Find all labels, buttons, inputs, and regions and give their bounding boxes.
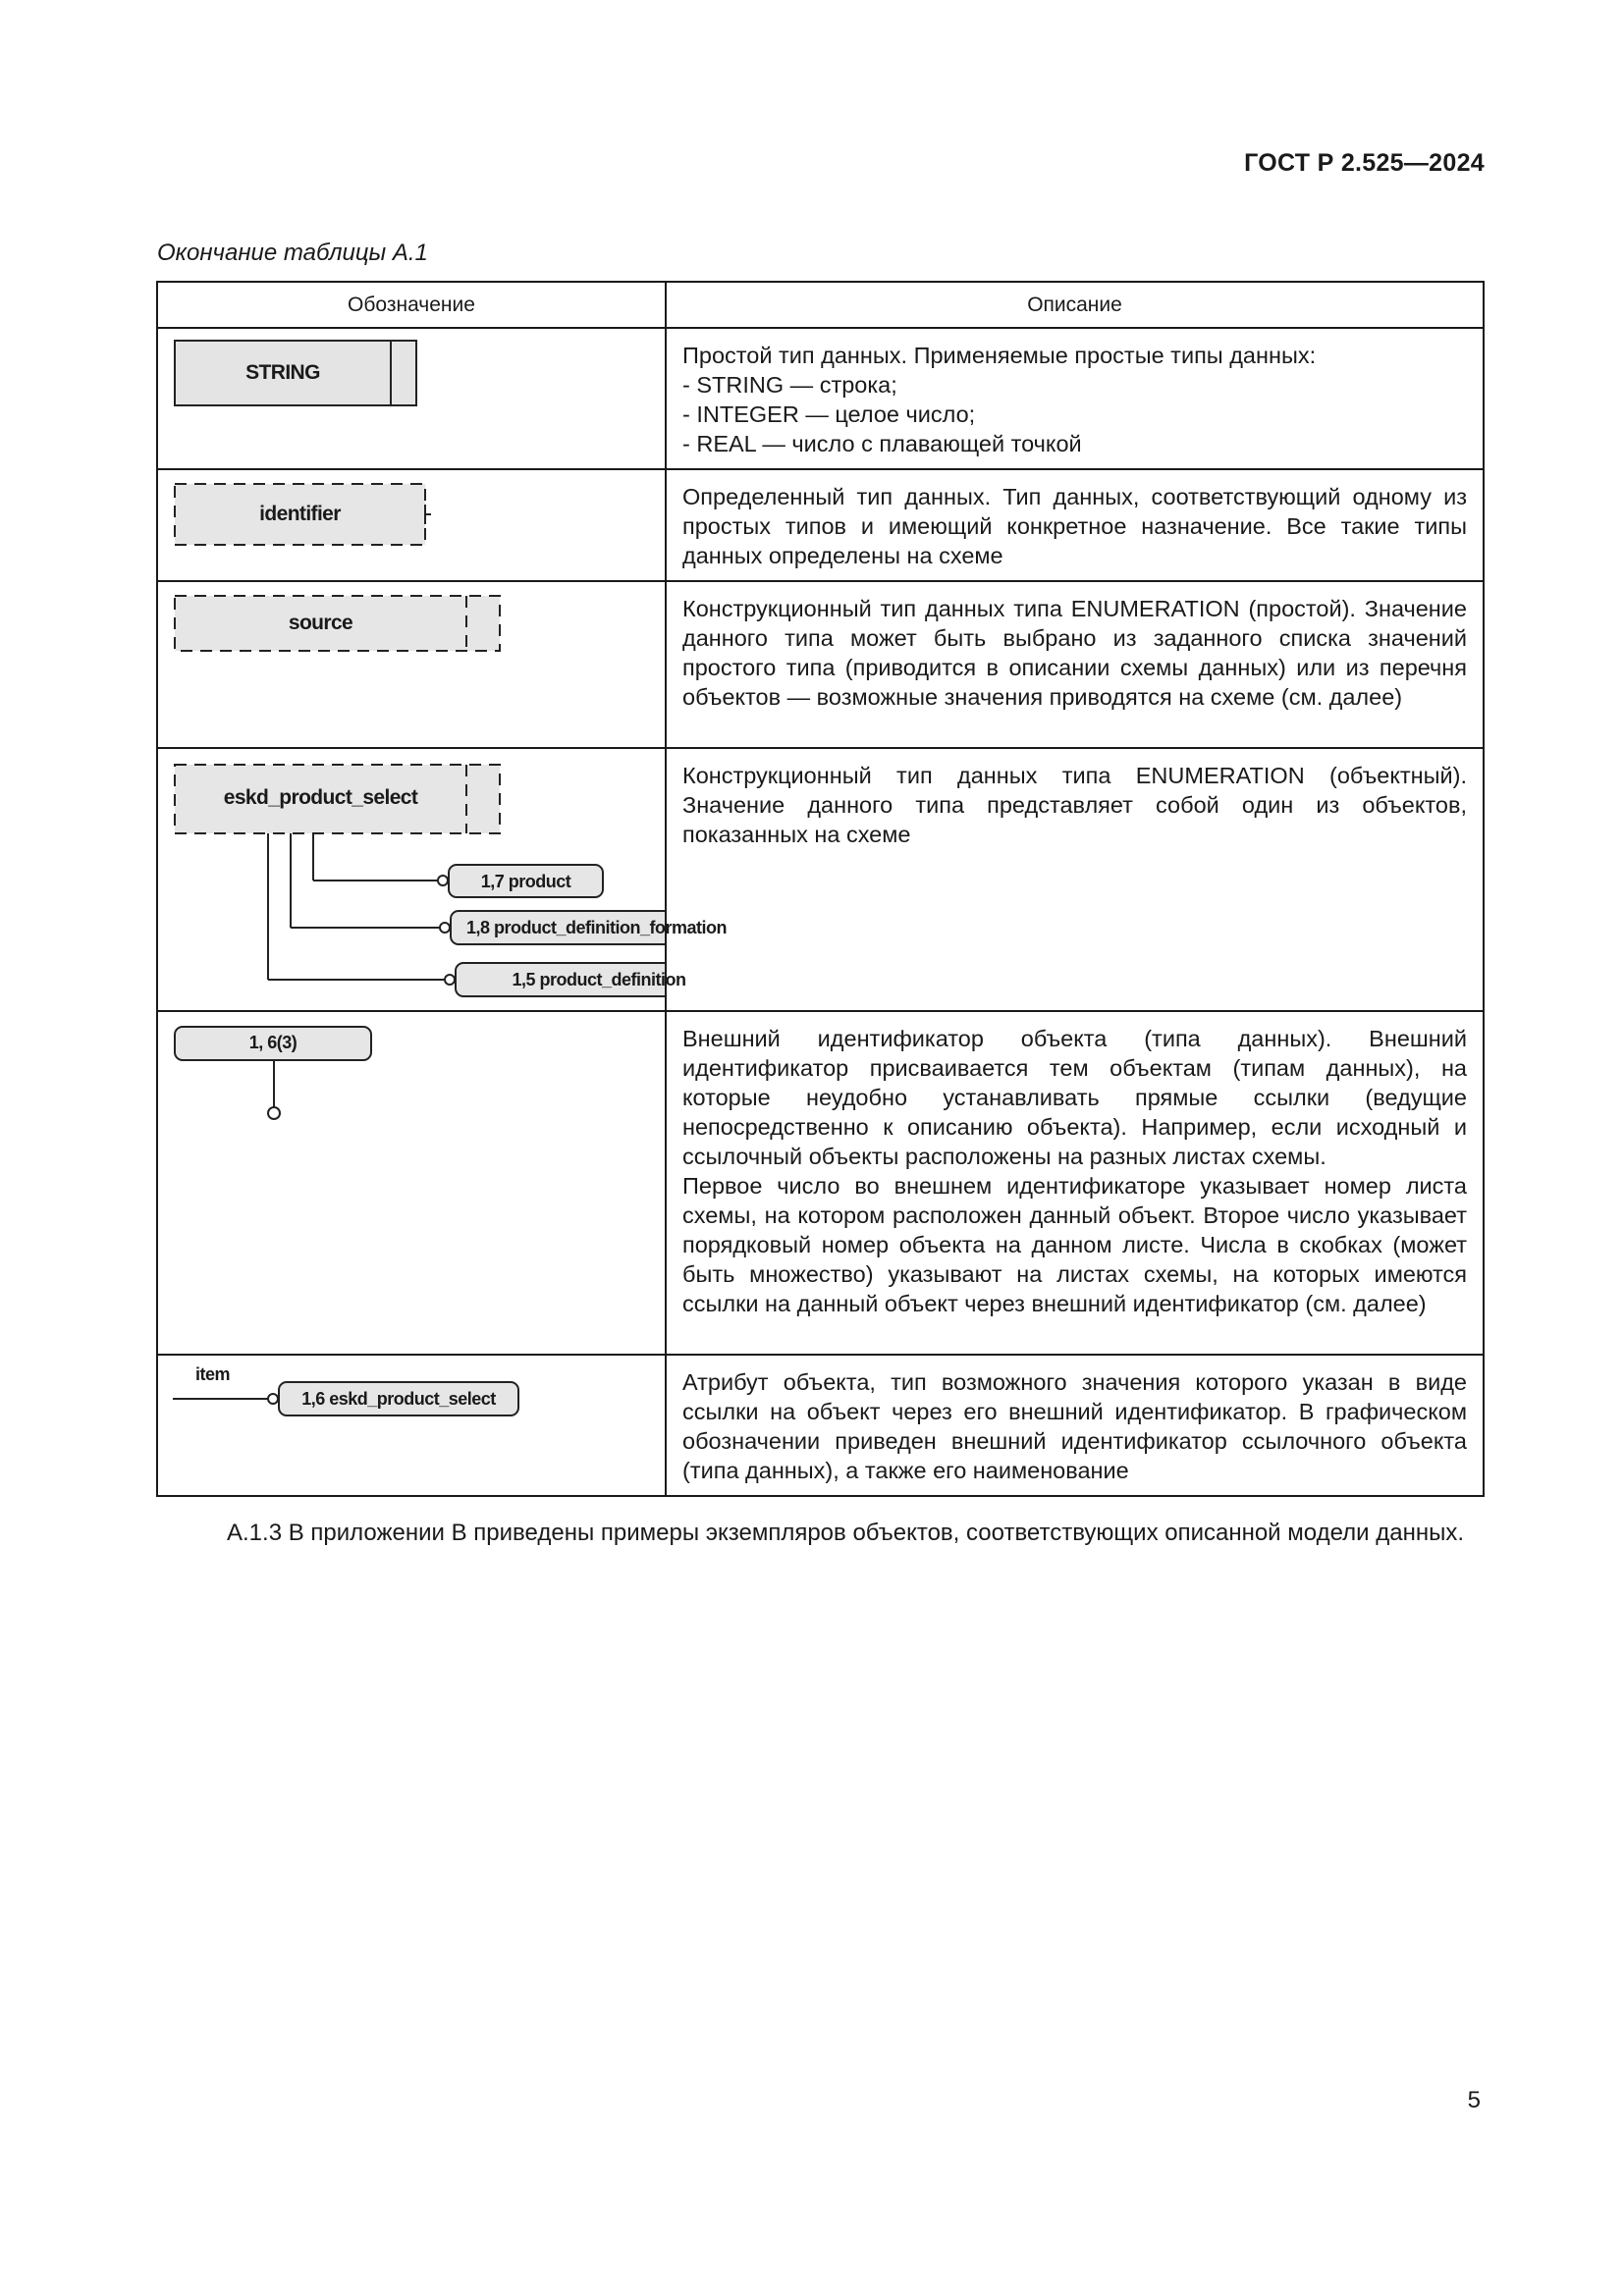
table-header-row bbox=[157, 282, 1484, 328]
enumeration-object-label: eskd_product_select bbox=[223, 786, 418, 809]
document-code: ГОСТ Р 2.525—2024 bbox=[1244, 149, 1485, 177]
list-item: - INTEGER — целое число; bbox=[682, 401, 976, 427]
symbol-cell bbox=[157, 748, 727, 1011]
table-row bbox=[157, 469, 1484, 581]
table-row bbox=[157, 1355, 1484, 1496]
column-header-description: Описание bbox=[666, 282, 1484, 328]
description-text: Конструкционный тип данных типа ENUMERATION (простой). Значение данного типа может быть выбрано из заданного списка значений простого типа (приводится в описании схемы данных) или из перечня объектов — возможные значения приводятся на схеме (см. далее) bbox=[682, 596, 1467, 710]
table-row bbox=[157, 581, 1484, 748]
table-row bbox=[157, 748, 1484, 1011]
description-cell bbox=[666, 581, 1484, 748]
symbol-cell bbox=[157, 469, 666, 581]
description-text: Определенный тип данных. Тип данных, соответствующий одному из простых типов и имеющий конкретное назначение. Все такие типы данных определены на схеме bbox=[682, 484, 1467, 568]
child-object-label: 1,8 product_definition_formation bbox=[465, 918, 727, 937]
description-cell bbox=[666, 748, 1484, 1011]
reference-label: 1,6 eskd_product_select bbox=[301, 1389, 496, 1409]
child-object-label: 1,7 product bbox=[480, 872, 571, 891]
attribute-name-label: item bbox=[195, 1364, 231, 1384]
column-header-notation: Обозначение bbox=[157, 282, 666, 328]
description-cell bbox=[666, 1355, 1484, 1496]
list-item: - STRING — строка; bbox=[682, 372, 897, 398]
enumeration-simple-symbol bbox=[158, 582, 665, 747]
page-number: 5 bbox=[1467, 2087, 1481, 2113]
simple-type-symbol bbox=[158, 329, 665, 463]
table-caption: Окончание таблицы А.1 bbox=[157, 240, 428, 266]
symbol-cell bbox=[157, 581, 666, 748]
symbol-cell bbox=[157, 1355, 666, 1496]
attribute-reference-symbol bbox=[158, 1356, 665, 1491]
list-item: - REAL — число с плавающей точкой bbox=[682, 431, 1082, 456]
symbol-cell bbox=[157, 1011, 666, 1355]
description-text: Простой тип данных. Применяемые простые типы данных: bbox=[682, 343, 1317, 368]
symbol-cell bbox=[157, 328, 666, 469]
attribute-reference-graphic bbox=[158, 1356, 665, 1491]
table-row bbox=[157, 328, 1484, 469]
enumeration-box-graphic bbox=[158, 582, 665, 747]
table-row bbox=[157, 1011, 1484, 1355]
simple-type-label: STRING bbox=[245, 361, 320, 384]
defined-type-label: identifier bbox=[259, 503, 341, 525]
description-text: Атрибут объекта, тип возможного значения которого указан в виде ссылки на объект через его внешний идентификатор. В графическом обозначении приведен внешний идентификатор ссылочного объекта (типа данных), а также его наименование bbox=[682, 1369, 1467, 1483]
description-cell bbox=[666, 469, 1484, 581]
external-identifier-label: 1, 6(3) bbox=[248, 1033, 298, 1052]
notation-table bbox=[156, 281, 1485, 1497]
description-text: Внешний идентификатор объекта (типа данных). Внешний идентификатор присваивается тем объектам (типам данных), на которые неудобно устанавливать прямые ссылки (ведущие непосредственно к описанию объекта). Например, если исходный и ссылочный объекты расположены на разных листах схемы. bbox=[682, 1026, 1467, 1169]
body-paragraph: А.1.3 В приложении В приведены примеры экземпляров объектов, соответствующих описанной модели данных. bbox=[227, 1520, 1464, 1546]
description-cell bbox=[666, 328, 1484, 469]
description-text: Конструкционный тип данных типа ENUMERATION (объектный). Значение данного типа представляет собой один из объектов, показанных на схеме bbox=[682, 763, 1467, 847]
enumeration-object-symbol bbox=[158, 749, 727, 1010]
simple-type-box-graphic bbox=[158, 329, 665, 463]
enumeration-label: source bbox=[288, 612, 353, 634]
defined-type-symbol bbox=[158, 470, 665, 576]
child-object-label: 1,5 product_definition bbox=[512, 970, 686, 989]
description-cell bbox=[666, 1011, 1484, 1355]
external-identifier-symbol bbox=[158, 1012, 665, 1354]
external-identifier-graphic bbox=[158, 1012, 665, 1354]
description-text: Первое число во внешнем идентификаторе указывает номер листа схемы, на котором расположен данный объект. Второе число указывает порядковый номер объекта на данном листе. Числа в скобках (может быть множество) указывают на листах схемы, на которых имеются ссылки на данный объект через внешний идентификатор (см. далее) bbox=[682, 1173, 1467, 1316]
